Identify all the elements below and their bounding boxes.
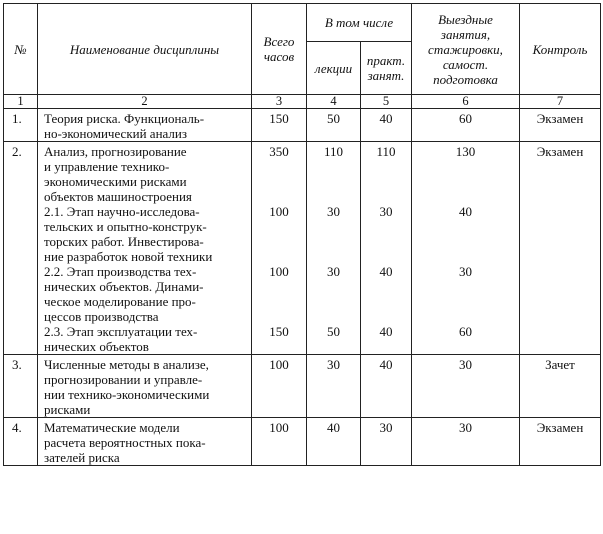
field-hours: 30 — [412, 418, 520, 466]
name-line: Математические модели — [44, 420, 180, 435]
sub-name-line: нических объектов. Динами- — [44, 279, 204, 294]
name-line: Численные методы в анализе, — [44, 357, 209, 372]
name-line: объектов машиностроения — [44, 189, 192, 204]
sub-name-line: ческое моделирование про- — [44, 294, 196, 309]
lecture-hours: 40 — [307, 418, 361, 466]
header-including: В том числе — [307, 4, 412, 42]
practice-hours: 40 — [379, 324, 393, 339]
row-number: 4. — [4, 418, 38, 466]
total-hours: 100 — [252, 355, 307, 418]
total-hours-group — [252, 142, 307, 355]
table-row — [4, 355, 601, 418]
practice-hours: 110 — [376, 144, 396, 159]
total-hours: 150 — [269, 324, 289, 339]
header-practice: практ. занят. — [361, 42, 412, 95]
header-number: № — [4, 4, 38, 95]
name-line: зателей риска — [44, 450, 120, 465]
lecture-hours: 30 — [327, 204, 340, 219]
sub-name-line: нических объектов — [44, 339, 149, 354]
name-line: но-экономический анализ — [44, 126, 187, 141]
discipline-name — [38, 355, 252, 418]
table-row — [4, 418, 601, 466]
field-hours: 30 — [412, 355, 520, 418]
column-number: 3 — [252, 95, 307, 109]
field-hours: 40 — [459, 204, 472, 219]
practice-hours: 40 — [379, 264, 393, 279]
column-number: 5 — [361, 95, 412, 109]
discipline-name — [38, 418, 252, 466]
lecture-hours: 30 — [307, 355, 361, 418]
lecture-hours-group — [307, 142, 361, 355]
column-number: 1 — [4, 95, 38, 109]
practice-hours: 40 — [361, 109, 412, 142]
total-hours: 100 — [269, 204, 289, 219]
lecture-hours: 50 — [327, 324, 340, 339]
row-number: 3. — [4, 355, 38, 418]
discipline-name — [38, 142, 252, 355]
table-row — [4, 109, 601, 142]
control-type: Экзамен — [520, 418, 601, 466]
control-type: Экзамен — [520, 109, 601, 142]
total-hours: 150 — [252, 109, 307, 142]
name-line: прогнозировании и управле- — [44, 372, 203, 387]
column-number: 7 — [520, 95, 601, 109]
total-hours: 100 — [269, 264, 289, 279]
name-line: Анализ, прогнозирование — [44, 144, 187, 159]
name-line: нии технико-экономическими — [44, 387, 210, 402]
header-row-top — [4, 4, 601, 42]
lecture-hours: 110 — [323, 144, 344, 159]
name-line: экономическими рисками — [44, 174, 187, 189]
control-type: Зачет — [520, 355, 601, 418]
practice-hours-group — [361, 142, 412, 355]
sub-name-line: тельских и опытно-конструк- — [44, 219, 207, 234]
sub-name-line: цессов производства — [44, 309, 159, 324]
header-total-hours: Всего часов — [252, 4, 307, 95]
name-line: и управление технико- — [44, 159, 170, 174]
total-hours: 350 — [269, 144, 289, 159]
row-number: 2. — [4, 142, 38, 355]
practice-hours: 30 — [361, 418, 412, 466]
column-number: 4 — [307, 95, 361, 109]
practice-hours: 40 — [361, 355, 412, 418]
column-number-row — [4, 95, 601, 109]
header-lectures: лекции — [307, 42, 361, 95]
lecture-hours: 30 — [327, 264, 340, 279]
column-number: 2 — [38, 95, 252, 109]
field-hours: 60 — [412, 109, 520, 142]
header-discipline: Наименование дисциплины — [38, 4, 252, 95]
sub-name-line: 2.3. Этап эксплуатации тех- — [44, 324, 198, 339]
header-control: Контроль — [520, 4, 601, 95]
curriculum-table — [3, 3, 601, 466]
name-line: расчета вероятностных пока- — [44, 435, 206, 450]
discipline-name — [38, 109, 252, 142]
practice-hours: 30 — [379, 204, 393, 219]
name-line: Теория риска. Функциональ- — [44, 111, 205, 126]
sub-name-line: 2.1. Этап научно-исследова- — [44, 204, 200, 219]
field-hours: 30 — [459, 264, 472, 279]
total-hours: 100 — [252, 418, 307, 466]
field-hours: 60 — [459, 324, 472, 339]
control-type: Экзамен — [520, 142, 601, 355]
lecture-hours: 50 — [307, 109, 361, 142]
sub-name-line: 2.2. Этап производства тех- — [44, 264, 197, 279]
name-line: рисками — [44, 402, 91, 417]
row-number: 1. — [4, 109, 38, 142]
field-hours-group — [412, 142, 520, 355]
column-number: 6 — [412, 95, 520, 109]
sub-name-line: ние разработок новой техники — [44, 249, 213, 264]
sub-name-line: торских работ. Инвестирова- — [44, 234, 204, 249]
table-row — [4, 142, 601, 355]
header-field-sessions: Выездные занятия, стажировки, самост. подготовка — [412, 4, 520, 95]
field-hours: 130 — [455, 144, 476, 159]
